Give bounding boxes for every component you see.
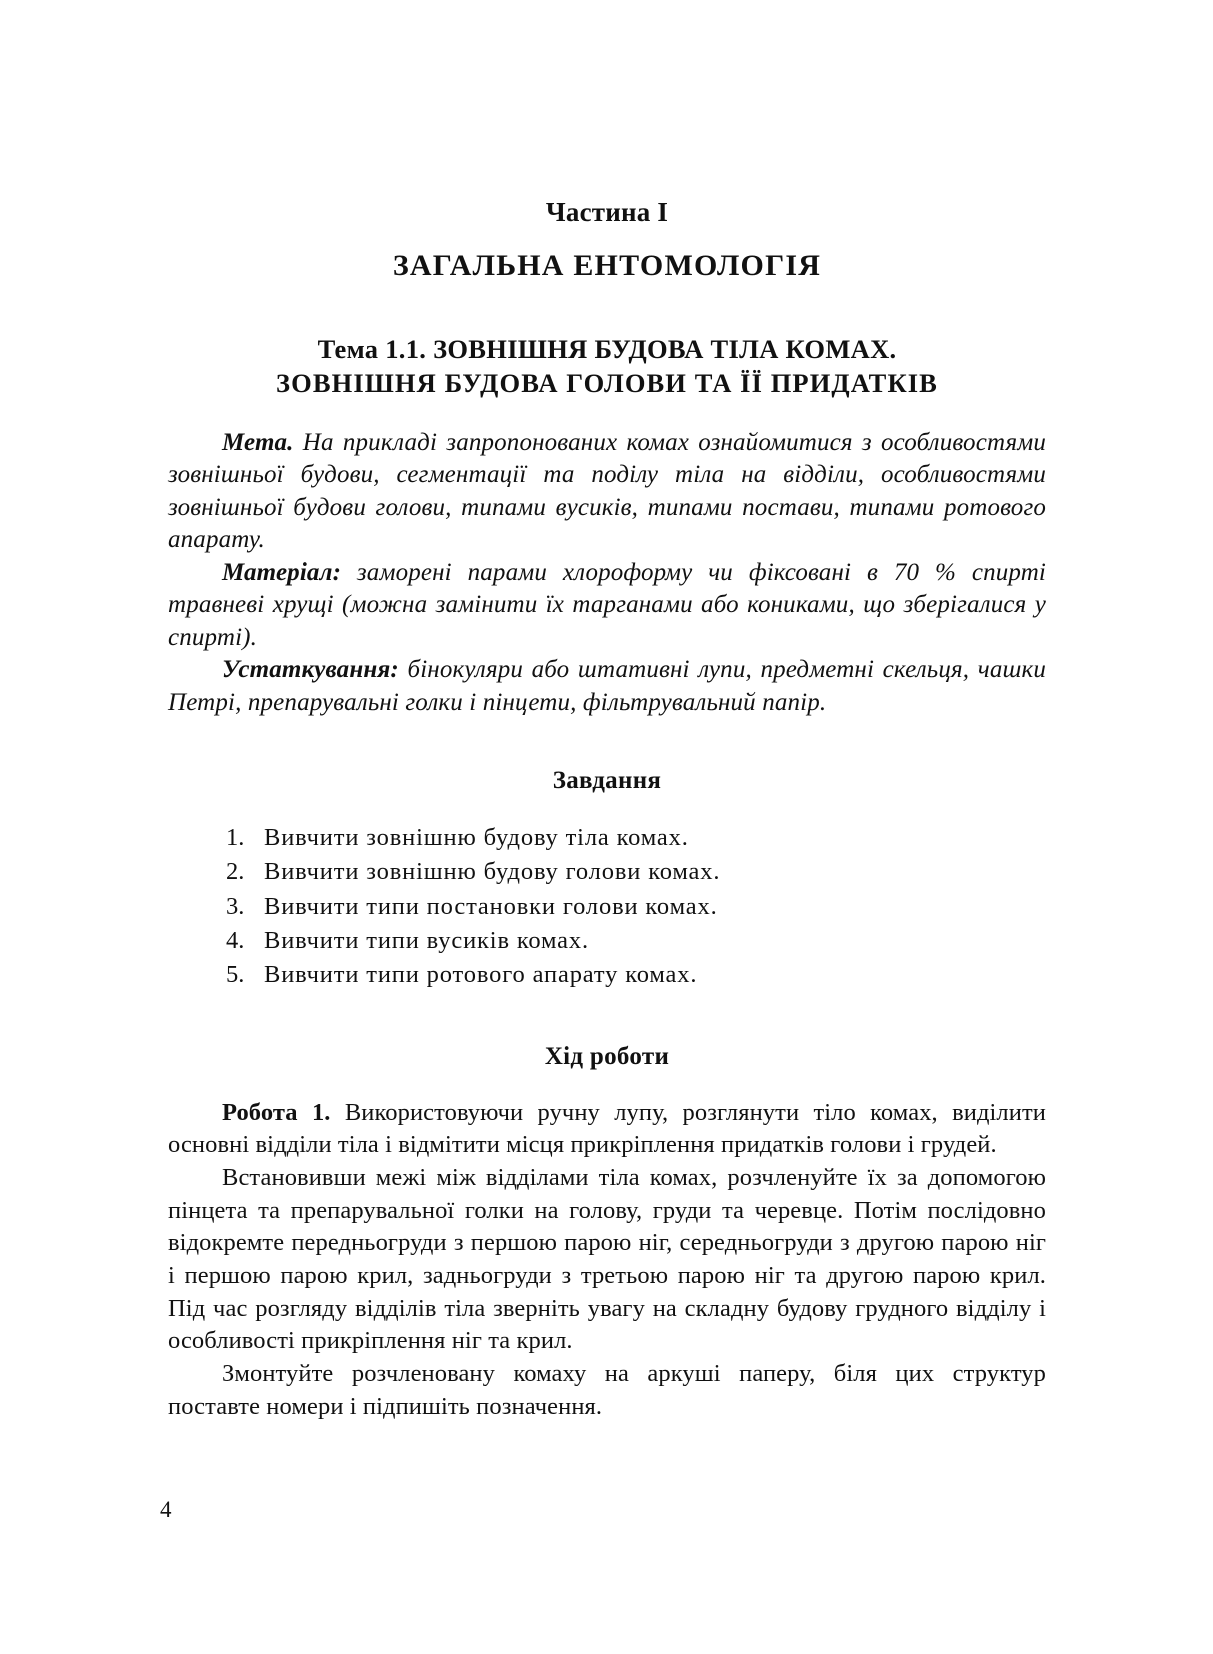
list-item bbox=[226, 855, 1046, 889]
procedure-heading: Хід роботи bbox=[544, 1042, 670, 1070]
tasks-heading: Завдання bbox=[552, 767, 662, 795]
list-item bbox=[226, 821, 1046, 855]
paragraph-material bbox=[168, 557, 1046, 655]
paragraph-meta-text: На прикладі запропонованих комах ознайомитися з особливостями зовнішньої будови, сегментації та поділу тіла на відділи, особливостями зовнішньої будови голови, типами вусиків, типами постави, типами ротового апарату. bbox=[168, 428, 1046, 554]
paragraph-equipment-lead: Устаткування: bbox=[222, 656, 399, 684]
list-item-number: 1. bbox=[226, 824, 245, 852]
procedure-body bbox=[168, 1097, 1046, 1424]
list-item-number: 5. bbox=[226, 961, 245, 989]
topic-title bbox=[168, 333, 1046, 401]
page-number: 4 bbox=[160, 1497, 172, 1522]
list-item-label: Вивчити зовнішню будову тіла комах. bbox=[264, 824, 689, 852]
list-item-number: 3. bbox=[226, 892, 245, 920]
list-item-label: Вивчити типи постановки голови комах. bbox=[264, 892, 718, 920]
topic-title-line-1: Тема 1.1. ЗОВНІШНЯ БУДОВА ТІЛА КОМАХ. bbox=[317, 333, 897, 364]
page-content-column bbox=[168, 196, 1046, 1424]
paragraph-dissection bbox=[168, 1162, 1046, 1358]
list-item-number: 4. bbox=[226, 926, 245, 954]
paragraph-mounting-text: Змонтуйте розчленовану комаху на аркуші паперу, біля цих структур поставте номери і підпишіть позначення. bbox=[168, 1360, 1046, 1420]
list-item-number: 2. bbox=[226, 858, 245, 886]
list-item bbox=[226, 958, 1046, 992]
topic-title-line-2: ЗОВНІШНЯ БУДОВА ГОЛОВИ ТА ЇЇ ПРИДАТКІВ bbox=[276, 367, 938, 398]
paragraph-equipment-text: бінокуляри або штативні лупи, предметні скельця, чашки Петрі, препарувальні голки і пінцети, фільтрувальний папір. bbox=[168, 656, 1046, 716]
part-title: ЗАГАЛЬНА ЕНТОМОЛОГІЯ bbox=[392, 248, 822, 282]
list-item bbox=[226, 890, 1046, 924]
paragraph-work-1 bbox=[168, 1097, 1046, 1162]
part-label: Частина I bbox=[545, 197, 669, 227]
paragraph-material-lead: Матеріал: bbox=[222, 558, 342, 586]
paragraph-meta bbox=[168, 427, 1046, 557]
paragraph-dissection-text: Встановивши межі між відділами тіла комах, розчленуйте їх за допомогою пінцета та препарувальної голки на голову, груди та черевце. Потім послідовно відокремте передньогруди з першою парою ніг, середньогруди з другою парою ніг і першою парою крил, задньогруди з третьою парою ніг та другою парою крил. Під час розгляду відділів тіла зверніть увагу на складну будову грудного відділу і особливості прикріплення ніг та крил. bbox=[168, 1163, 1046, 1355]
paragraph-meta-lead: Мета. bbox=[222, 428, 294, 456]
list-item bbox=[226, 924, 1046, 958]
tasks-list bbox=[168, 821, 1046, 992]
intro-block bbox=[168, 427, 1046, 720]
paragraph-equipment bbox=[168, 654, 1046, 719]
list-item-label: Вивчити зовнішню будову голови комах. bbox=[264, 858, 721, 886]
paragraph-work-1-text: Використовуючи ручну лупу, розглянути тіло комах, виділити основні відділи тіла і відмітити місця прикріплення придатків голови і грудей. bbox=[168, 1098, 1046, 1159]
list-item-label: Вивчити типи вусиків комах. bbox=[264, 926, 589, 954]
paragraph-material-text: заморені парами хлороформу чи фіксовані в 70 % спирті травневі хрущі (можна замінити їх тарганами або кониками, що зберігалися у спирті). bbox=[168, 558, 1046, 651]
list-item-label: Вивчити типи ротового апарату комах. bbox=[264, 961, 698, 989]
paragraph-work-1-lead: Робота 1. bbox=[222, 1098, 331, 1126]
paragraph-mounting bbox=[168, 1358, 1046, 1423]
